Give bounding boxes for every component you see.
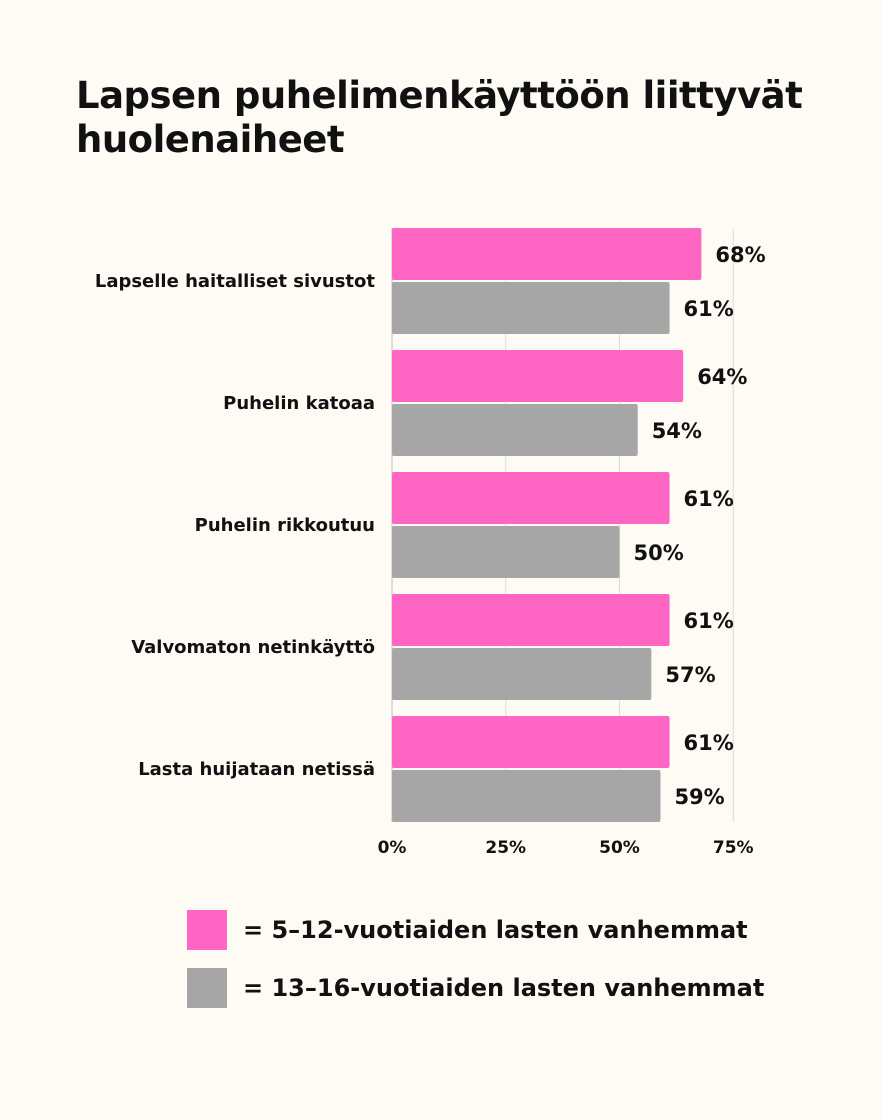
bar-2-2 [392,404,638,456]
bar-1-5 [392,716,670,768]
data-label-1-4: 61% [683,609,734,633]
x-tick-label-3: 75% [712,838,754,858]
legend-swatch-series-2 [187,968,227,1008]
bar-2-1 [392,282,670,334]
legend-label-series-2: = 13–16-vuotiaiden lasten vanhemmat [243,974,765,1002]
bar-1-1 [392,228,701,280]
data-label-2-5: 59% [674,785,725,809]
category-label-5: Lasta huijataan netissä [138,759,375,780]
category-label-4: Valvomaton netinkäyttö [131,637,375,658]
x-tick-label-2: 50% [599,838,640,858]
x-tick-label-1: 25% [485,838,527,858]
data-label-2-4: 57% [665,663,716,687]
data-label-2-3: 50% [633,541,684,565]
bar-1-4 [392,594,670,646]
data-label-2-2: 54% [651,419,702,443]
data-label-2-1: 61% [683,297,734,321]
legend [187,910,764,1026]
legend-label-series-1: = 5–12-vuotiaiden lasten vanhemmat [243,916,748,944]
bar-1-2 [392,350,683,402]
data-label-1-3: 61% [683,487,734,511]
bar-2-5 [392,770,660,822]
x-tick-label-0: 0% [377,838,407,858]
data-label-1-5: 61% [683,731,734,755]
data-label-1-1: 68% [715,243,766,267]
legend-item-series-2 [187,968,764,1008]
legend-item-series-1 [187,910,764,950]
category-label-2: Puhelin katoaa [223,393,375,414]
legend-swatch-series-1 [187,910,227,950]
category-label-3: Puhelin rikkoutuu [194,515,375,536]
data-label-1-2: 64% [697,365,748,389]
bar-2-3 [392,526,620,578]
bar-2-4 [392,648,651,700]
bar-1-3 [392,472,670,524]
category-label-1: Lapselle haitalliset sivustot [94,271,375,292]
chart-title: Lapsen puhelimenkäyttöön liittyvät huolenaiheet [76,74,803,161]
